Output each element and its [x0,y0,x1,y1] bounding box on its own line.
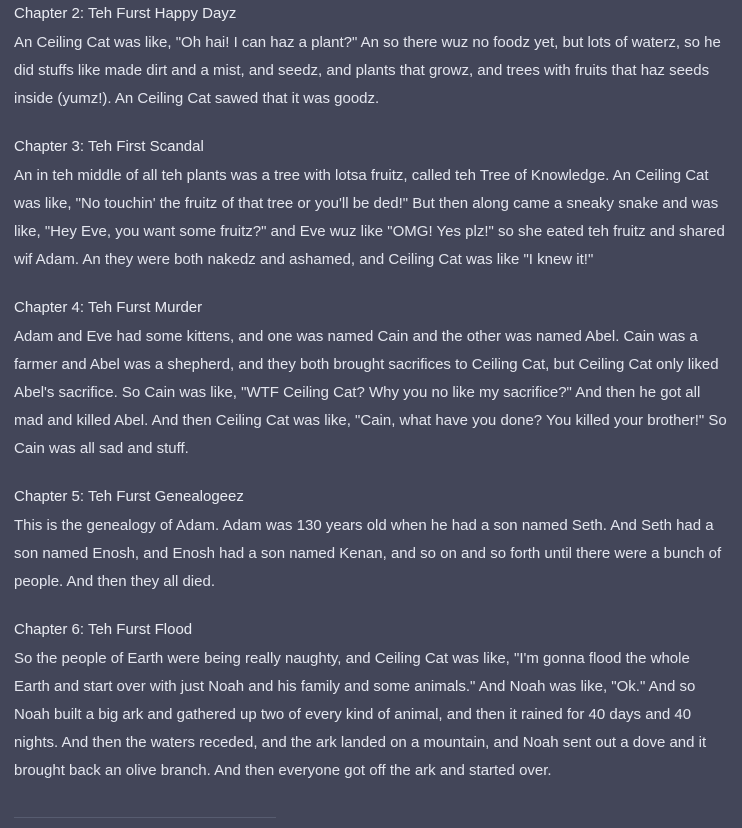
chapter-paragraph: An in teh middle of all teh plants was a tree with lotsa fruitz, called teh Tree of Knowledge. An Ceiling Cat was like, "No touchin' the fruitz of that tree or you'll be ded!" But then along came a sneaky snake and was like, "Hey Eve, you want some fruitz?" and Eve wuz like "OMG! Yes plz!" so she eated teh fruitz and shared wif Adam. An they were both nakedz and ashamed, and Ceiling Cat was like "I knew it!" [14,167,725,268]
chapter-section [14,0,728,113]
chapter-title: Chapter 3: Teh First Scandal [14,138,204,155]
chapter-title: Chapter 4: Teh Furst Murder [14,299,203,316]
chapter-title: Chapter 2: Teh Furst Happy Dayz [14,5,237,22]
chapter-title: Chapter 6: Teh Furst Flood [14,621,193,638]
chapter-title: Chapter 5: Teh Furst Genealogeez [14,488,244,505]
bottom-clip-mask [0,822,742,828]
chapter-section [14,294,728,463]
chapter-paragraph: An Ceiling Cat was like, "Oh hai! I can haz a plant?" An so there wuz no foodz yet, but lots of waterz, so he did stuffs like made dirt and a mist, and seedz, and plants that growz, and trees with fruits that haz seeds inside (yumz!). An Ceiling Cat sawed that it was goodz. [14,34,721,107]
chapter-paragraph: This is the genealogy of Adam. Adam was 130 years old when he had a son named Seth. And Seth had a son named Enosh, and Enosh had a son named Kenan, and so on and so forth until there were a bunch of people. And then they all died. [14,517,722,590]
chapter-paragraph: Adam and Eve had some kittens, and one was named Cain and the other was named Abel. Cain was a farmer and Abel was a shepherd, and they both brought sacrifices to Ceiling Cat, but Ceiling Cat only liked Abel's sacrifice. So Cain was like, "WTF Ceiling Cat? Why you no like my sacrifice?" And then he got all mad and killed Abel. And then Ceiling Cat was like, "Cain, what have you done? You killed your brother!" So Cain was all sad and stuff. [14,328,727,457]
page-bottom-divider [14,817,276,818]
chapter-section [14,616,728,785]
chapter-paragraph: So the people of Earth were being really naughty, and Ceiling Cat was like, "I'm gonna flood the whole Earth and start over with just Noah and his family and some animals." And Noah was like, "Ok." And so Noah built a big ark and gathered up two of every kind of animal, and then it rained for 40 days and 40 nights. And then the waters receded, and the ark landed on a mountain, and Noah sent out a dove and it brought back an olive branch. And then everyone got off the ark and started over. [14,650,707,779]
chapter-section [14,133,728,274]
chapter-section [14,483,728,596]
